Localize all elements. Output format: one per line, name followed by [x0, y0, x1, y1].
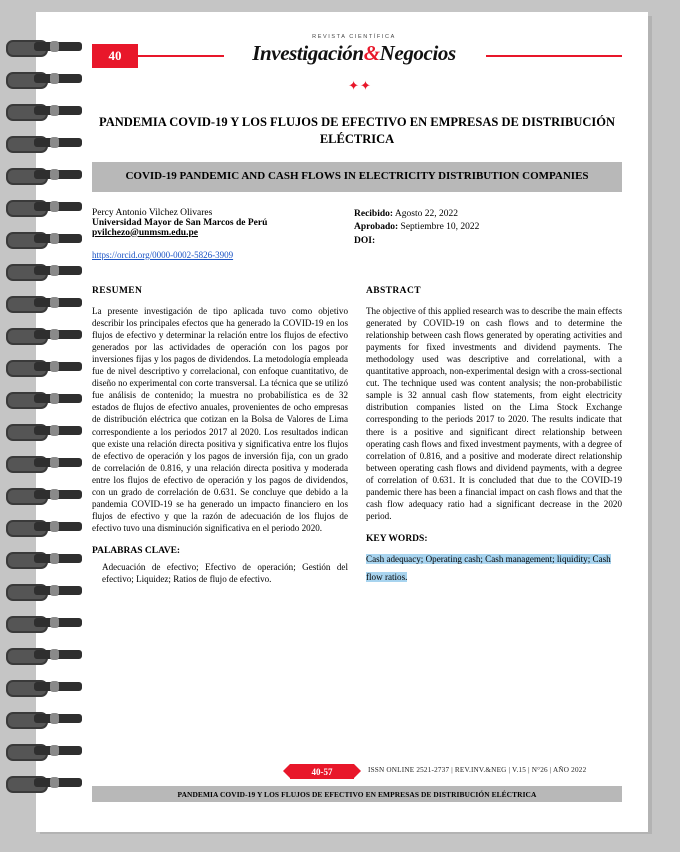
spiral-punch-hole	[50, 105, 59, 116]
journal-title-part1: Investigación	[252, 41, 364, 65]
spiral-punch-hole	[50, 585, 59, 596]
issn-line: ISSN ONLINE 2521-2737 | REV.INV.&NEG | V.15 | N°26 | AÑO 2022	[368, 766, 587, 774]
sparkle-icon: ✦✦	[348, 78, 372, 93]
spiral-punch-hole	[50, 233, 59, 244]
spiral-punch-hole	[50, 265, 59, 276]
running-title: PANDEMIA COVID-19 Y LOS FLUJOS DE EFECTIVO EN EMPRESAS DE DISTRIBUCIÓN ELÉCTRICA	[92, 786, 622, 802]
page-content	[92, 30, 622, 820]
palabras-clave-heading: PALABRAS CLAVE:	[92, 546, 181, 557]
journal-header	[92, 30, 622, 93]
spiral-ring	[6, 552, 84, 565]
spiral-punch-hole	[50, 329, 59, 340]
spiral-ring	[6, 264, 84, 277]
palabras-clave-list: Adecuación de efectivo; Efectivo de operación; Gestión del efectivo; Liquidez; Ratios de flujo de efectivo.	[102, 562, 348, 585]
header-rule-left	[138, 55, 224, 57]
received-date	[354, 208, 622, 222]
journal-title	[224, 41, 484, 66]
author-email-link[interactable]: pvilchezo@unmsm.edu.pe	[92, 227, 198, 238]
spiral-ring	[6, 232, 84, 245]
spiral-punch-hole	[50, 649, 59, 660]
spiral-punch-hole	[50, 41, 59, 52]
spiral-ring	[6, 456, 84, 469]
spiral-ring	[6, 488, 84, 501]
approved-label: Aprobado:	[354, 222, 399, 233]
spiral-ring	[6, 616, 84, 629]
page-number-badge: 40	[92, 44, 138, 68]
spiral-ring	[6, 424, 84, 437]
spiral-punch-hole	[50, 201, 59, 212]
column-english	[366, 286, 622, 586]
author-orcid-link[interactable]: https://orcid.org/0000-0002-5826-3909	[92, 249, 234, 260]
spiral-ring	[6, 680, 84, 693]
article-title-spanish: PANDEMIA COVID-19 Y LOS FLUJOS DE EFECTIVO EN EMPRESAS DE DISTRIBUCIÓN ELÉCTRICA	[98, 115, 616, 146]
spiral-ring	[6, 584, 84, 597]
key-words-list: Cash adequacy; Operating cash; Cash management; liquidity; Cash flow ratios.	[366, 554, 611, 583]
abstract-columns	[92, 286, 622, 586]
spiral-punch-hole	[50, 169, 59, 180]
key-words-wrapper	[366, 549, 622, 585]
author-block	[92, 208, 354, 260]
spiral-punch-hole	[50, 617, 59, 628]
spiral-ring	[6, 712, 84, 725]
spiral-punch-hole	[50, 73, 59, 84]
author-name: Percy Antonio Vilchez Olivares	[92, 207, 213, 218]
doi-line	[354, 235, 622, 249]
spiral-punch-hole	[50, 681, 59, 692]
key-words-heading: KEY WORDS:	[366, 534, 428, 545]
journal-title-part2: Negocios	[379, 41, 456, 65]
spiral-punch-hole	[50, 713, 59, 724]
spiral-punch-hole	[50, 297, 59, 308]
spiral-punch-hole	[50, 393, 59, 404]
column-spanish	[92, 286, 348, 586]
approved-date	[354, 221, 622, 235]
spiral-ring	[6, 168, 84, 181]
abstract-heading: ABSTRACT	[366, 285, 421, 296]
spiral-ring	[6, 104, 84, 117]
spiral-punch-hole	[50, 137, 59, 148]
spiral-punch-hole	[50, 361, 59, 372]
author-affiliation: Universidad Mayor de San Marcos de Perú	[92, 217, 268, 228]
spiral-ring	[6, 648, 84, 661]
journal-masthead	[224, 34, 484, 66]
abstract-body: The objective of this applied research was to describe the main effects generated by COVID-19 on cash flows and to determine the relationship between cash flows generated by operating activities and payments for fixed investments and dividend payments. The methodology used was descriptive and correlational, with a quantitative approach, non-experimental design with a cross-sectional cut. The technique used was content analysis; the non-probabilistic sample is 32 annual cash flow statements, from eight electricity distribution companies listed on the Lima Stock Exchange corresponding to the periods 2017 to 2020. The results indicate that there is a positive and significant direct relationship between operating cash flows and fixed investment payments, with a degree of correlation of 0.816, and a positive and moderate direct relationship between operating cash flows and dividend payments, with a degree of correlation of 0.631. It is concluded that due to the COVID-19 pandemic there has been a financial impact on cash flows and that the cash flow adequacy ratio had a significant decrease in the 2020 period.	[366, 305, 622, 522]
article-metadata	[92, 208, 622, 260]
spiral-ring	[6, 200, 84, 213]
received-label: Recibido:	[354, 208, 394, 219]
spiral-punch-hole	[50, 425, 59, 436]
page-footer	[92, 764, 622, 802]
page-range-badge: 40-57	[290, 764, 354, 779]
spiral-ring	[6, 136, 84, 149]
approved-value: Septiembre 10, 2022	[400, 222, 480, 233]
spiral-ring	[6, 296, 84, 309]
journal-title-ampersand: &	[363, 41, 380, 65]
spiral-ring	[6, 328, 84, 341]
header-rule-right	[486, 55, 622, 57]
journal-kicker: REVISTA CIENTÍFICA	[312, 34, 396, 40]
footer-top-row	[92, 764, 622, 780]
spiral-punch-hole	[50, 777, 59, 788]
dates-block	[354, 208, 622, 260]
spiral-binding	[6, 40, 86, 810]
spiral-ring	[6, 776, 84, 789]
spiral-punch-hole	[50, 553, 59, 564]
spiral-punch-hole	[50, 457, 59, 468]
resumen-body: La presente investigación de tipo aplicada tuvo como objetivo describir los principales efectos que ha generado la COVID-19 en los flujos de efectivo y determinar la relación entre los flujos de efectivo generados por las actividades de operación con los pagos por inversiones fijas y los pagos de dividendos. La metodología empleada fue de nivel descriptivo y correlacional, con enfoque cuantitativo, de diseño no experimental con corte transversal. La técnica que se utilizó fue análisis de contenido; la muestra no probabilística es de 32 estados de flujos de efectivo anuales, provenientes de ocho empresas de distribución eléctrica que cotizan en la Bolsa de Valores de Lima correspondiente a los periodos 2017 al 2020. Los resultados indican que existe una relación directa positiva y significativa entre los flujos de efectivo de operación y los pagos de inversión fija, con un grado de correlación de 0.816, y una relación directa positiva y moderada entre los flujos de efectivo de operación y los pagos de dividendos, con un grado de correlación de 0.631. Se concluye que debido a la pandemia COVID-19 se ha generado un impacto financiero en los flujos de efectivo y que la razón de adecuación de los flujos de efectivo tuvo una disminución significativa en el periodo 2020.	[92, 305, 348, 534]
received-value: Agosto 22, 2022	[394, 208, 458, 219]
spiral-ring	[6, 72, 84, 85]
spiral-ring	[6, 744, 84, 757]
spiral-punch-hole	[50, 521, 59, 532]
spiral-punch-hole	[50, 745, 59, 756]
spiral-ring	[6, 520, 84, 533]
spiral-punch-hole	[50, 489, 59, 500]
doi-label: DOI:	[354, 236, 376, 247]
article-title-english: COVID-19 PANDEMIC AND CASH FLOWS IN ELECTRICITY DISTRIBUTION COMPANIES	[92, 162, 622, 192]
spiral-ring	[6, 360, 84, 373]
spiral-ring	[6, 392, 84, 405]
spiral-ring	[6, 40, 84, 53]
resumen-heading: RESUMEN	[92, 285, 143, 296]
